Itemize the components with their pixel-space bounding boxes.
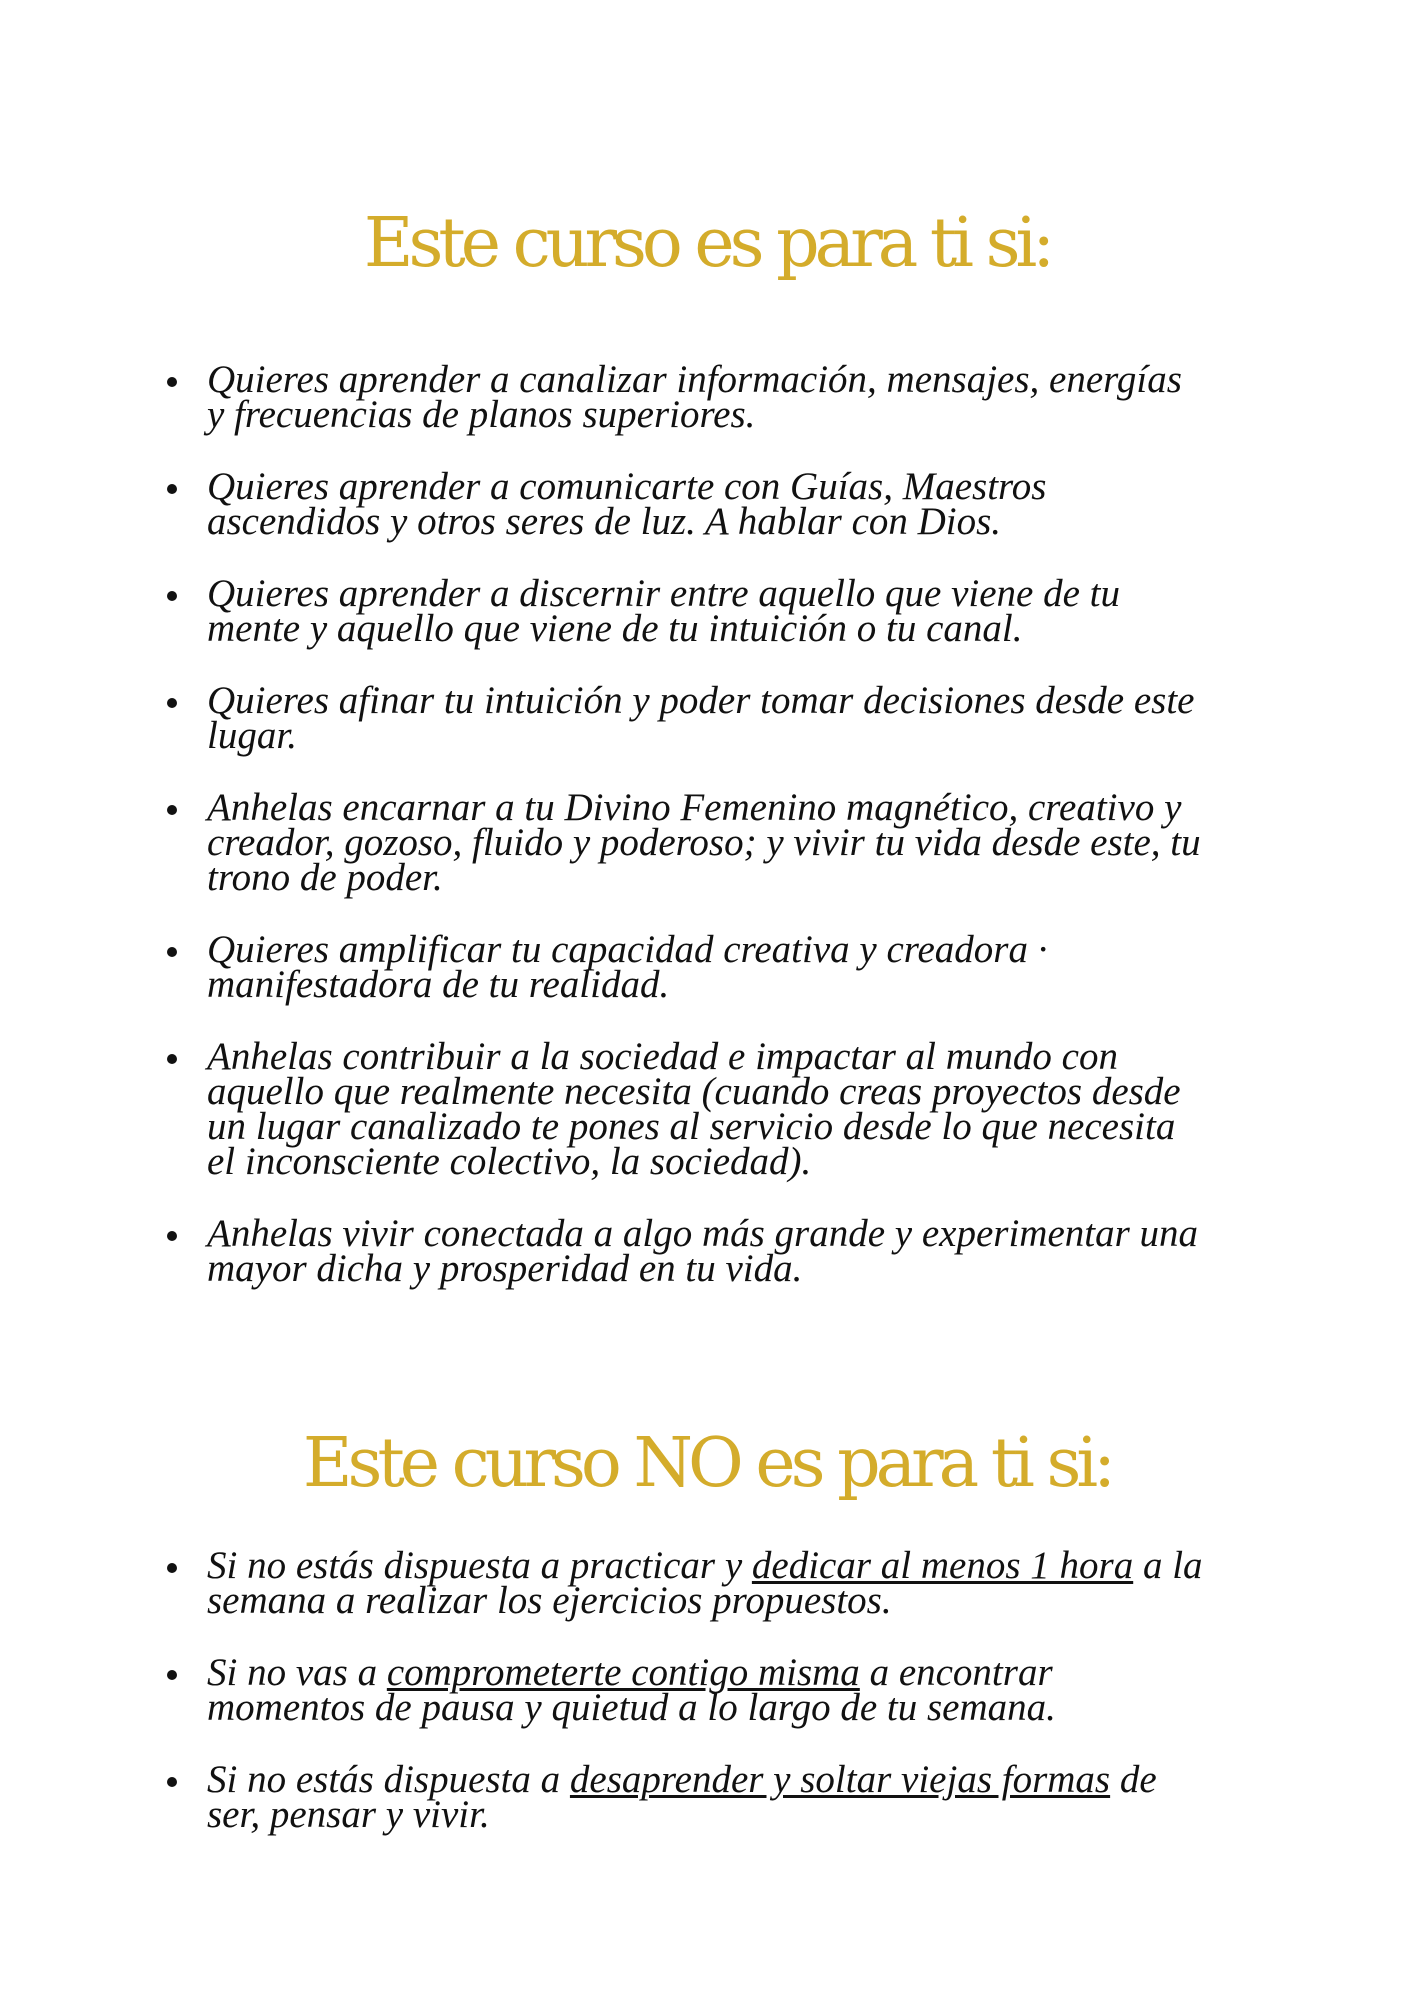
section-title-for: Este curso es para ti si: [363,204,1051,283]
item-text: de ser, pensar y vivir. [207,1758,1157,1836]
list-item [167,1544,1207,1622]
underlined-emphasis: desaprender y soltar viejas formas [569,1758,1111,1801]
list-item [167,1758,1207,1836]
list-item: Quieres aprender a discernir entre aquello que viene de tu mente y aquello que viene de tu intuición o tu canal. [167,576,1207,646]
list-item: Anhelas vivir conectada a algo más grande y experimentar una mayor dicha y prosperidad en tu vida. [167,1216,1207,1286]
item-text: a la semana a realizar los ejercicios propuestos. [207,1544,1203,1622]
list-item: Quieres aprender a canalizar información, mensajes, energías y frecuencias de planos superiores. [167,362,1207,432]
item-text: Si no estás dispuesta a practicar y [207,1544,752,1587]
list-item: Quieres aprender a comunicarte con Guías, Maestros ascendidos y otros seres de luz. A hablar con Dios. [167,469,1207,539]
underlined-emphasis: dedicar al menos 1 hora [751,1544,1134,1587]
list-item: Quieres afinar tu intuición y poder tomar decisiones desde este lugar. [167,683,1207,753]
item-text: Si no estás dispuesta a [207,1758,570,1801]
list-item [167,1651,1207,1729]
list-item: Anhelas contribuir a la sociedad e impactar al mundo con aquello que realmente necesita (cuando creas proyectos desde un lugar canalizado te pones al servicio desde lo que necesita el inconsciente colectivo, la sociedad). [167,1039,1207,1179]
list-item: Quieres amplificar tu capacidad creativa y creadora · manifestadora de tu realidad. [167,932,1207,1002]
item-text: a encontrar momentos de pausa y quietud a lo largo de tu semana. [207,1651,1056,1729]
item-text: Si no vas a [207,1651,387,1694]
section-title-not-for: Este curso NO es para ti si: [302,1424,1112,1503]
underlined-emphasis: comprometerte contigo misma [386,1651,860,1694]
criteria-list-for [167,358,1207,1323]
list-item: Anhelas encarnar a tu Divino Femenino magnético, creativo y creador, gozoso, fluido y poderoso; y vivir tu vida desde este, tu trono de poder. [167,790,1207,895]
criteria-list-not-for [167,1544,1207,1869]
